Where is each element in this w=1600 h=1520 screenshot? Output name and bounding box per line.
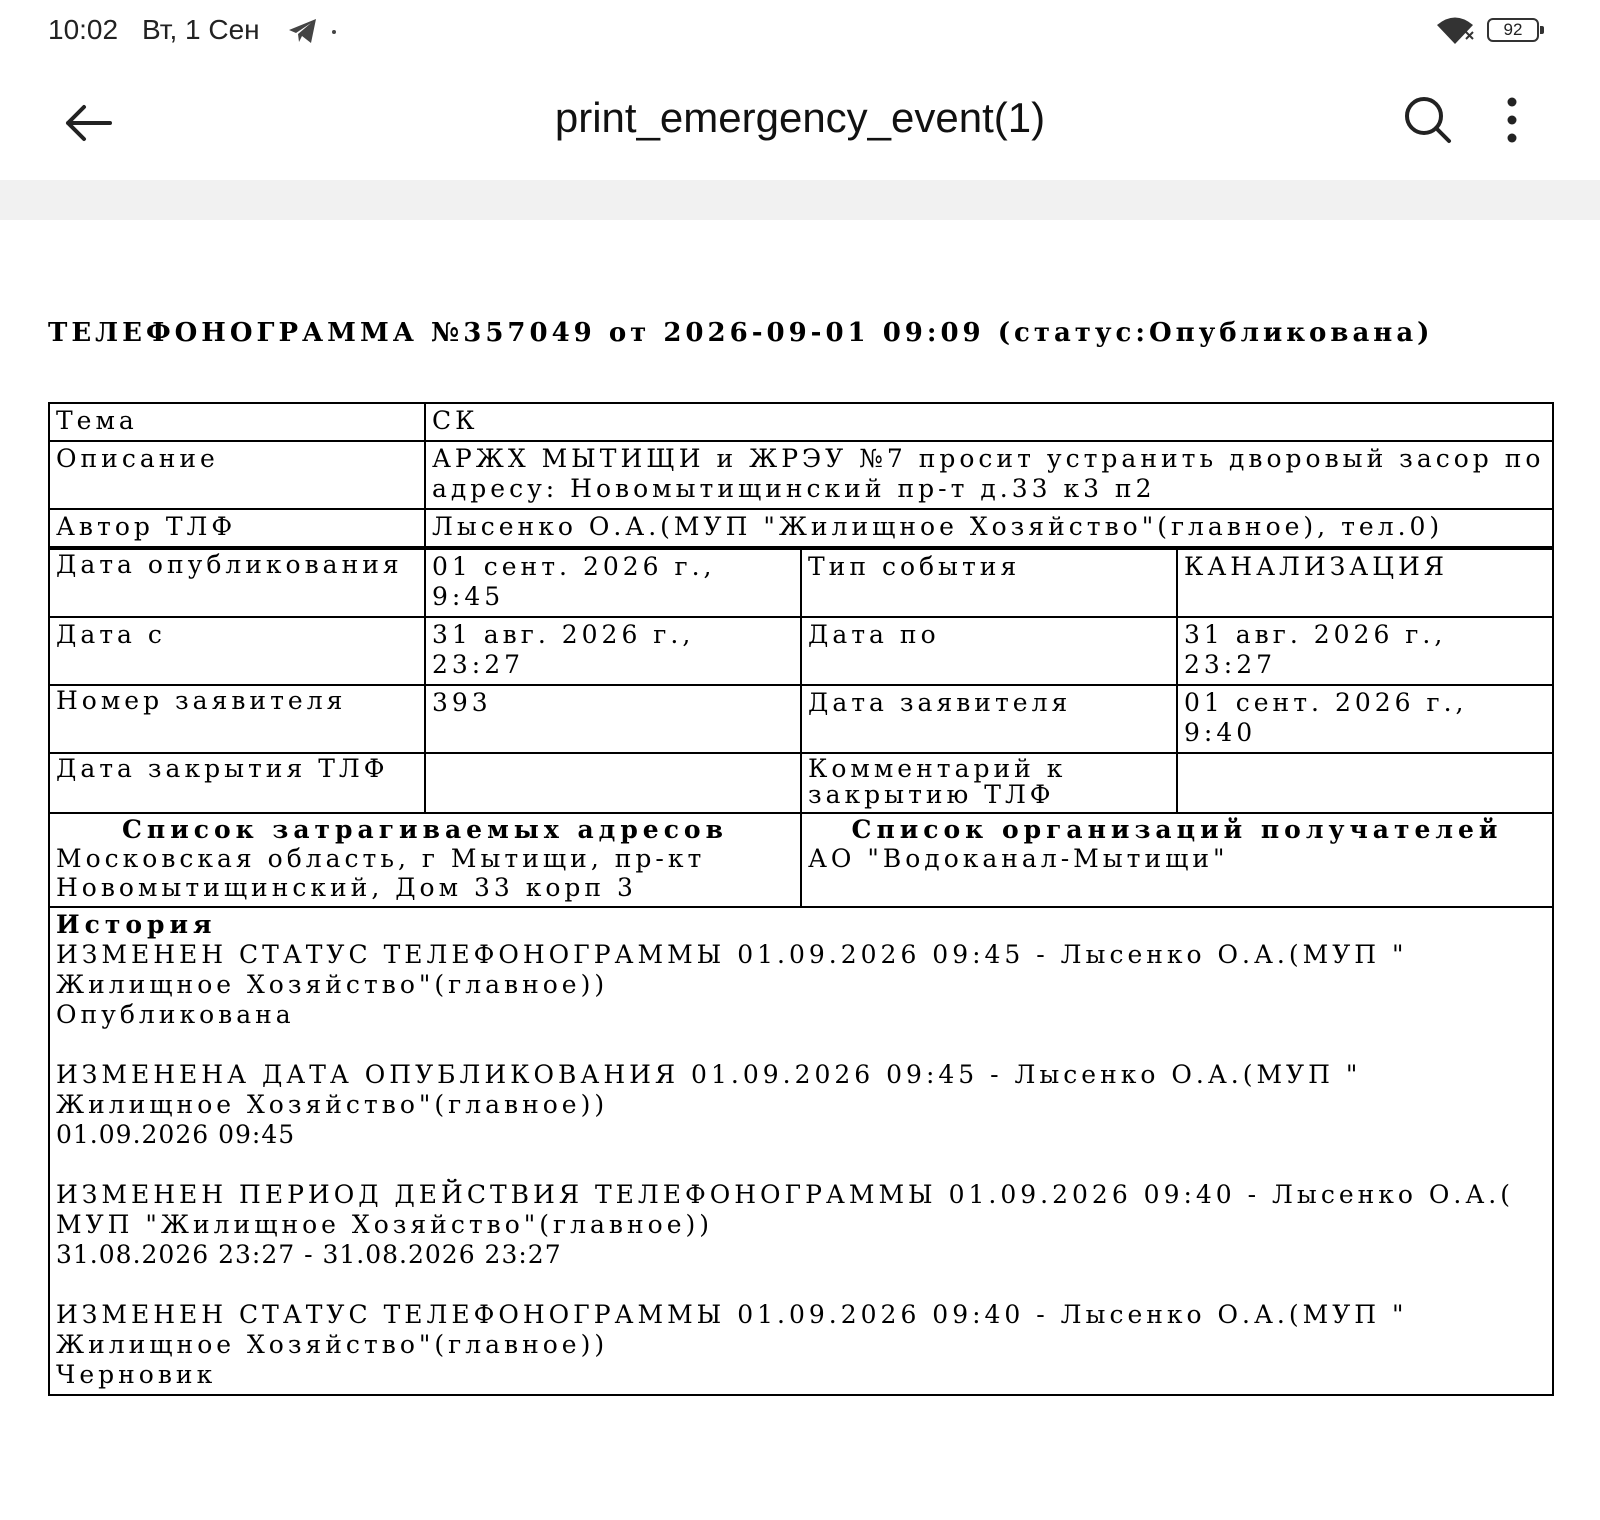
- table-row: [49, 685, 1553, 753]
- history-entry-value: 01.09.2026 09:45: [56, 1120, 296, 1149]
- table-row: [49, 403, 1553, 441]
- notification-dot-icon: [332, 30, 336, 34]
- table-row: [49, 753, 1553, 813]
- more-vertical-icon[interactable]: [1500, 96, 1524, 146]
- addresses-text: Московская область, г Мытищи, пр-кт Новомытищинский, Дом 33 корп 3: [56, 844, 706, 902]
- search-icon[interactable]: [1402, 94, 1454, 146]
- telegram-icon: [288, 18, 318, 44]
- battery-icon: [1487, 18, 1539, 42]
- author-label: Автор ТЛФ: [49, 509, 425, 548]
- wifi-icon: [1435, 16, 1475, 46]
- history-entry-value: 31.08.2026 23:27 - 31.08.2026 23:27: [56, 1240, 562, 1269]
- recipients-text: АО "Водоканал-Мытищи": [808, 844, 1229, 873]
- close-date-label: Дата закрытия ТЛФ: [49, 753, 425, 813]
- applicant-date-label: Дата заявителя: [801, 685, 1177, 753]
- author-value: Лысенко О.А.(МУП "Жилищное Хозяйство"(главное), тел.0): [425, 509, 1553, 548]
- applicant-number-value: 393: [425, 685, 801, 753]
- event-type-value: КАНАЛИЗАЦИЯ: [1177, 548, 1553, 617]
- close-comment-label: Комментарий к закрытию ТЛФ: [801, 753, 1177, 813]
- pub-date-label: Дата опубликования: [49, 548, 425, 617]
- table-row: [49, 813, 1553, 907]
- date-from-value: 31 авг. 2026 г., 23:27: [425, 617, 801, 685]
- addresses-cell: [49, 813, 801, 907]
- telephonogram-table: [48, 402, 1554, 1396]
- table-row: [49, 617, 1553, 685]
- history-entry-header: ИЗМЕНЕН ПЕРИОД ДЕЙСТВИЯ ТЕЛЕФОНОГРАММЫ 01.09.2026 09:40 - Лысенко О.А.(: [56, 1180, 1514, 1209]
- history-entry: [56, 1300, 1546, 1390]
- description-label: Описание: [49, 441, 425, 509]
- table-row: [49, 509, 1553, 548]
- close-comment-value: [1177, 753, 1553, 813]
- description-value: АРЖХ МЫТИЩИ и ЖРЭУ №7 просит устранить дворовый засор по адресу: Новомытищинский пр-т д.33 к3 п2: [425, 441, 1553, 509]
- status-time: 10:02: [48, 14, 119, 45]
- date-from-label: Дата с: [49, 617, 425, 685]
- history-entry-header: ИЗМЕНЕН СТАТУС ТЕЛЕФОНОГРАММЫ 01.09.2026 09:45 - Лысенко О.А.(МУП ": [56, 940, 1408, 969]
- recipients-heading: Список организаций получателей: [851, 815, 1503, 844]
- table-row: [49, 548, 1553, 617]
- applicant-date-value: 01 сент. 2026 г., 9:40: [1177, 685, 1553, 753]
- history-entry: [56, 1060, 1546, 1150]
- history-entry-header: ИЗМЕНЕНА ДАТА ОПУБЛИКОВАНИЯ 01.09.2026 09:45 - Лысенко О.А.(МУП ": [56, 1060, 1362, 1089]
- history-cell: [49, 907, 1553, 1395]
- table-row: [49, 907, 1553, 1395]
- toolbar-divider: [0, 180, 1600, 220]
- history-entry: [56, 940, 1546, 1030]
- history-heading: История: [56, 910, 217, 939]
- history-entry-value: Опубликована: [56, 1000, 295, 1029]
- history-entry-value: Черновик: [56, 1360, 217, 1389]
- pub-date-value: 01 сент. 2026 г., 9:45: [425, 548, 801, 617]
- battery-level: 92: [1503, 20, 1523, 39]
- status-date: Вт, 1 Сен: [142, 14, 260, 45]
- telephonogram-title: ТЕЛЕФОНОГРАММА №357049 от 2026-09-01 09:09 (статус:Опубликована): [48, 318, 1434, 348]
- event-type-label: Тип события: [801, 548, 1177, 617]
- history-entry-author: Жилищное Хозяйство"(главное)): [56, 1090, 609, 1119]
- history-entry-author: Жилищное Хозяйство"(главное)): [56, 1330, 609, 1359]
- table-row: [49, 441, 1553, 509]
- history-entry-header: ИЗМЕНЕН СТАТУС ТЕЛЕФОНОГРАММЫ 01.09.2026 09:40 - Лысенко О.А.(МУП ": [56, 1300, 1408, 1329]
- history-entry: [56, 1180, 1546, 1270]
- document-title: print_emergency_event(1): [554, 94, 1046, 141]
- back-arrow-icon[interactable]: [62, 96, 116, 150]
- history-entry-author: Жилищное Хозяйство"(главное)): [56, 970, 609, 999]
- addresses-heading: Список затрагиваемых адресов: [122, 815, 728, 844]
- history-entry-author: МУП "Жилищное Хозяйство"(главное)): [56, 1210, 714, 1239]
- status-bar: [0, 0, 1600, 64]
- close-date-value: [425, 753, 801, 813]
- date-to-value: 31 авг. 2026 г., 23:27: [1177, 617, 1553, 685]
- applicant-number-label: Номер заявителя: [49, 685, 425, 753]
- recipients-cell: [801, 813, 1553, 907]
- date-to-label: Дата по: [801, 617, 1177, 685]
- theme-label: Тема: [49, 403, 425, 441]
- theme-value: СК: [425, 403, 1553, 441]
- app-bar: [0, 64, 1600, 180]
